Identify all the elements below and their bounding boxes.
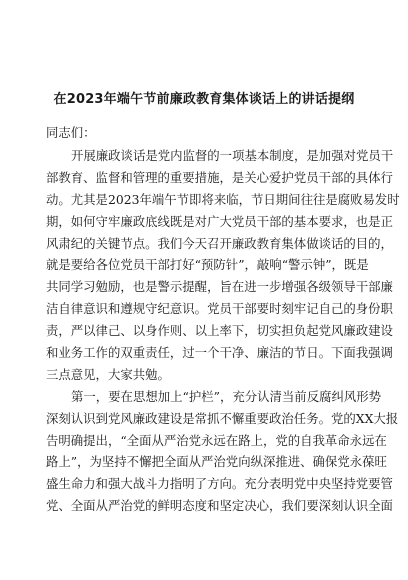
document-title: 在2023年端午节前廉政教育集体谈话上的讲话提纲 [53, 92, 355, 107]
salutation: 同志们： [46, 125, 96, 140]
body-line: 三点意见，大家共勉。 [46, 366, 170, 382]
body-line: 期，如何守牢廉政底线既是对广大党员干部的基本要求，也是正 [46, 213, 393, 229]
body-line: 深刻认识到党风廉政建设是常抓不懈重要政治任务。党的XX大报 [46, 410, 399, 426]
body-line: 和业务工作的双重责任，过一个干净、廉洁的节日。下面我强调 [46, 345, 393, 361]
body-line: 盛生命力和强大战斗力指明了方向。充分表明党中央坚持党要管 [46, 476, 393, 492]
body-line: 责，严以律己、以身作则、以上率下，切实担负起党风廉政建设 [46, 323, 393, 339]
body-line: 第一，要在思想加上“护栏”，充分认清当前反腐纠风形势 [71, 388, 382, 404]
body-line: 党、全面从严治党的鲜明态度和坚定决心，我们要深刻认识全面 [46, 498, 393, 514]
body-line: 告明确提出，“全面从严治党永远在路上，党的自我革命永远在 [46, 432, 387, 448]
document-body [46, 145, 400, 517]
body-line: 就是要给各位党员干部打好“预防针”，敲响“警示钟”，既是 [46, 257, 369, 273]
body-line: 洁自律意识和遵规守纪意识。党员干部要时刻牢记自己的身份职 [46, 301, 393, 317]
body-line: 开展廉政谈话是党内监督的一项基本制度，是加强对党员干 [71, 148, 394, 163]
body-line: 共同学习勉励，也是警示提醒，旨在进一步增强各级领导干部廉 [46, 279, 393, 295]
body-line: 风肃纪的关键节点。我们今天召开廉政教育集体做谈话的目的， [46, 235, 393, 251]
body-line: 部教育、监督和管理的重要措施，是关心爱护党员干部的具体行 [46, 169, 393, 185]
body-line: 路上”，为坚持不懈把全面从严治党向纵深推进、确保党永葆旺 [46, 454, 387, 470]
body-line: 动。尤其是2023年端午节即将来临，节日期间往往是腐败易发时 [46, 191, 400, 207]
